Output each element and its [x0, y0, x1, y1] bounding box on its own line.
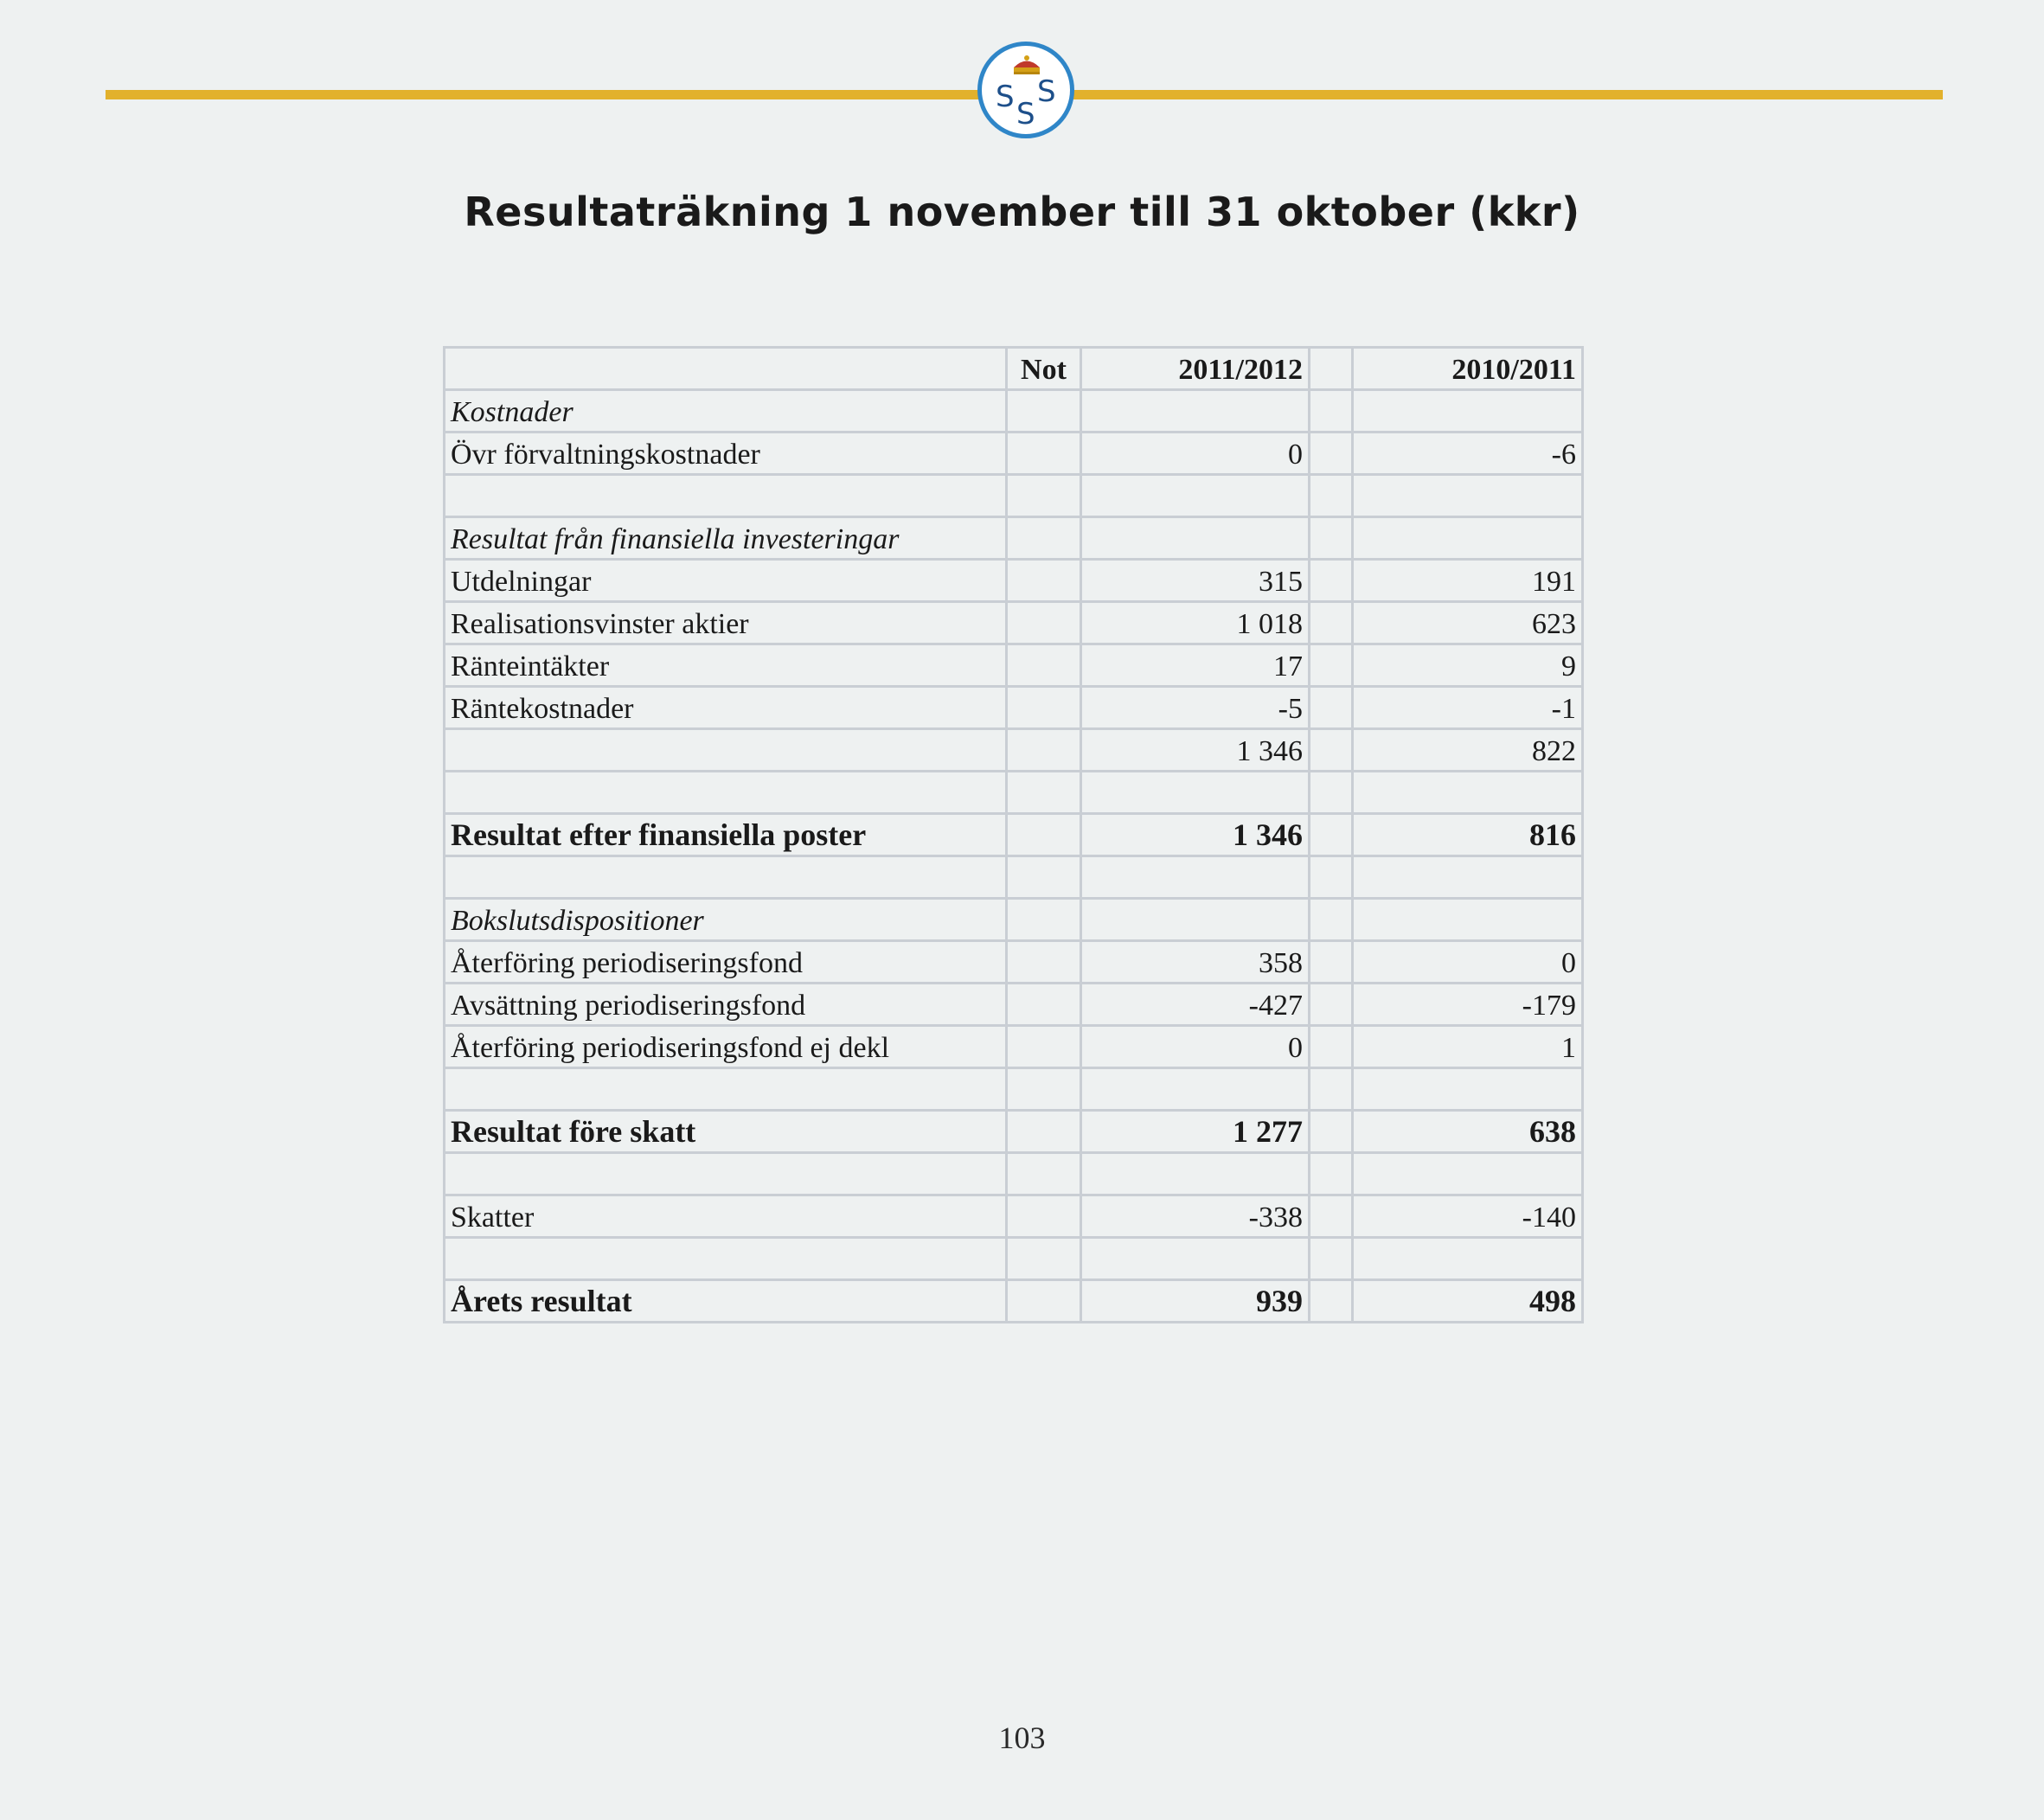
row-label	[445, 729, 1007, 772]
row-label: Övr förvaltningskostnader	[445, 433, 1007, 475]
table-row	[445, 644, 1583, 687]
table-row	[445, 1280, 1583, 1323]
logo-letter: S	[1016, 97, 1035, 131]
header-rule-left	[106, 90, 979, 99]
value-year2: 0	[1353, 941, 1583, 984]
sss-logo	[977, 42, 1074, 138]
value-year1	[1081, 772, 1310, 814]
income-statement-table	[443, 346, 1584, 1323]
logo-letter: S	[996, 80, 1015, 114]
column-header-year1: 2011/2012	[1081, 348, 1310, 390]
note-cell	[1007, 560, 1081, 602]
value-year2: -1	[1353, 687, 1583, 729]
table-row	[445, 729, 1583, 772]
table-row	[445, 856, 1583, 899]
table-header-row	[445, 348, 1583, 390]
table-row	[445, 941, 1583, 984]
value-year1: 17	[1081, 644, 1310, 687]
row-label: Utdelningar	[445, 560, 1007, 602]
spacer-cell	[1310, 560, 1353, 602]
row-label	[445, 1068, 1007, 1111]
note-cell	[1007, 1026, 1081, 1068]
spacer-cell	[1310, 390, 1353, 433]
value-year1: 939	[1081, 1280, 1310, 1323]
note-cell	[1007, 433, 1081, 475]
spacer-cell	[1310, 1068, 1353, 1111]
note-cell	[1007, 772, 1081, 814]
spacer-cell	[1310, 687, 1353, 729]
row-label: Resultat från finansiella investeringar	[445, 517, 1007, 560]
note-cell	[1007, 644, 1081, 687]
value-year1	[1081, 1153, 1310, 1195]
value-year2: -6	[1353, 433, 1583, 475]
spacer-cell	[1310, 984, 1353, 1026]
spacer-cell	[1310, 1026, 1353, 1068]
value-year2: 9	[1353, 644, 1583, 687]
table-row	[445, 475, 1583, 517]
note-cell	[1007, 856, 1081, 899]
value-year2	[1353, 475, 1583, 517]
value-year2	[1353, 899, 1583, 941]
header-label-cell	[445, 348, 1007, 390]
spacer-cell	[1310, 1238, 1353, 1280]
table-row	[445, 1153, 1583, 1195]
table-row	[445, 772, 1583, 814]
value-year1	[1081, 856, 1310, 899]
value-year2: 191	[1353, 560, 1583, 602]
note-cell	[1007, 390, 1081, 433]
row-label: Årets resultat	[445, 1280, 1007, 1323]
table-row	[445, 984, 1583, 1026]
value-year1	[1081, 899, 1310, 941]
note-cell	[1007, 475, 1081, 517]
note-cell	[1007, 517, 1081, 560]
spacer-cell	[1310, 1195, 1353, 1238]
spacer-cell	[1310, 772, 1353, 814]
row-label: Realisationsvinster aktier	[445, 602, 1007, 644]
value-year2: 1	[1353, 1026, 1583, 1068]
row-label	[445, 772, 1007, 814]
column-header-year2: 2010/2011	[1353, 348, 1583, 390]
value-year1	[1081, 390, 1310, 433]
row-label: Skatter	[445, 1195, 1007, 1238]
value-year2: 623	[1353, 602, 1583, 644]
row-label: Återföring periodiseringsfond	[445, 941, 1007, 984]
value-year1: -5	[1081, 687, 1310, 729]
note-cell	[1007, 1280, 1081, 1323]
table-row	[445, 433, 1583, 475]
value-year1	[1081, 1068, 1310, 1111]
value-year2: 638	[1353, 1111, 1583, 1153]
spacer-cell	[1310, 602, 1353, 644]
value-year2: -179	[1353, 984, 1583, 1026]
value-year1: 1 018	[1081, 602, 1310, 644]
row-label	[445, 1238, 1007, 1280]
table-row	[445, 560, 1583, 602]
value-year1: 0	[1081, 433, 1310, 475]
value-year1: -427	[1081, 984, 1310, 1026]
row-label: Ränteintäkter	[445, 644, 1007, 687]
value-year2	[1353, 772, 1583, 814]
note-cell	[1007, 1195, 1081, 1238]
table-row	[445, 1068, 1583, 1111]
row-label: Räntekostnader	[445, 687, 1007, 729]
value-year2: 816	[1353, 814, 1583, 856]
spacer-cell	[1310, 1153, 1353, 1195]
table-row	[445, 1026, 1583, 1068]
note-cell	[1007, 729, 1081, 772]
spacer-cell	[1310, 475, 1353, 517]
table-row	[445, 899, 1583, 941]
value-year2: 822	[1353, 729, 1583, 772]
value-year2	[1353, 856, 1583, 899]
value-year1: 358	[1081, 941, 1310, 984]
value-year1: 1 346	[1081, 814, 1310, 856]
table-row	[445, 517, 1583, 560]
table-row	[445, 1195, 1583, 1238]
value-year1: 0	[1081, 1026, 1310, 1068]
spacer-cell	[1310, 644, 1353, 687]
table-row	[445, 602, 1583, 644]
spacer-cell	[1310, 1111, 1353, 1153]
spacer-cell	[1310, 1280, 1353, 1323]
note-cell	[1007, 1111, 1081, 1153]
value-year1: 1 346	[1081, 729, 1310, 772]
value-year2	[1353, 1153, 1583, 1195]
note-cell	[1007, 941, 1081, 984]
page-number: 103	[998, 1721, 1046, 1755]
spacer-cell	[1310, 814, 1353, 856]
note-cell	[1007, 984, 1081, 1026]
value-year1	[1081, 517, 1310, 560]
row-label	[445, 475, 1007, 517]
spacer-cell	[1310, 856, 1353, 899]
note-cell	[1007, 602, 1081, 644]
spacer-cell	[1310, 348, 1353, 390]
table-row	[445, 687, 1583, 729]
row-label: Återföring periodiseringsfond ej dekl	[445, 1026, 1007, 1068]
spacer-cell	[1310, 729, 1353, 772]
row-label: Bokslutsdispositioner	[445, 899, 1007, 941]
row-label: Kostnader	[445, 390, 1007, 433]
table-row	[445, 1111, 1583, 1153]
value-year2	[1353, 1068, 1583, 1111]
value-year1: 315	[1081, 560, 1310, 602]
note-cell	[1007, 687, 1081, 729]
table-row	[445, 814, 1583, 856]
logo-letter: S	[1037, 74, 1056, 109]
spacer-cell	[1310, 433, 1353, 475]
row-label: Resultat efter finansiella poster	[445, 814, 1007, 856]
row-label	[445, 856, 1007, 899]
table-row	[445, 390, 1583, 433]
value-year2: -140	[1353, 1195, 1583, 1238]
value-year1: 1 277	[1081, 1111, 1310, 1153]
spacer-cell	[1310, 899, 1353, 941]
value-year2	[1353, 390, 1583, 433]
row-label	[445, 1153, 1007, 1195]
note-cell	[1007, 1153, 1081, 1195]
note-cell	[1007, 1068, 1081, 1111]
spacer-cell	[1310, 941, 1353, 984]
note-cell	[1007, 899, 1081, 941]
header-rule-right	[1073, 90, 1943, 99]
value-year2: 498	[1353, 1280, 1583, 1323]
note-cell	[1007, 814, 1081, 856]
row-label: Avsättning periodiseringsfond	[445, 984, 1007, 1026]
value-year2	[1353, 1238, 1583, 1280]
value-year1	[1081, 1238, 1310, 1280]
value-year2	[1353, 517, 1583, 560]
page-title: Resultaträkning 1 november till 31 oktober (kkr)	[464, 189, 1580, 235]
value-year1	[1081, 475, 1310, 517]
value-year1: -338	[1081, 1195, 1310, 1238]
column-header-note: Not	[1007, 348, 1081, 390]
note-cell	[1007, 1238, 1081, 1280]
spacer-cell	[1310, 517, 1353, 560]
row-label: Resultat före skatt	[445, 1111, 1007, 1153]
table-row	[445, 1238, 1583, 1280]
